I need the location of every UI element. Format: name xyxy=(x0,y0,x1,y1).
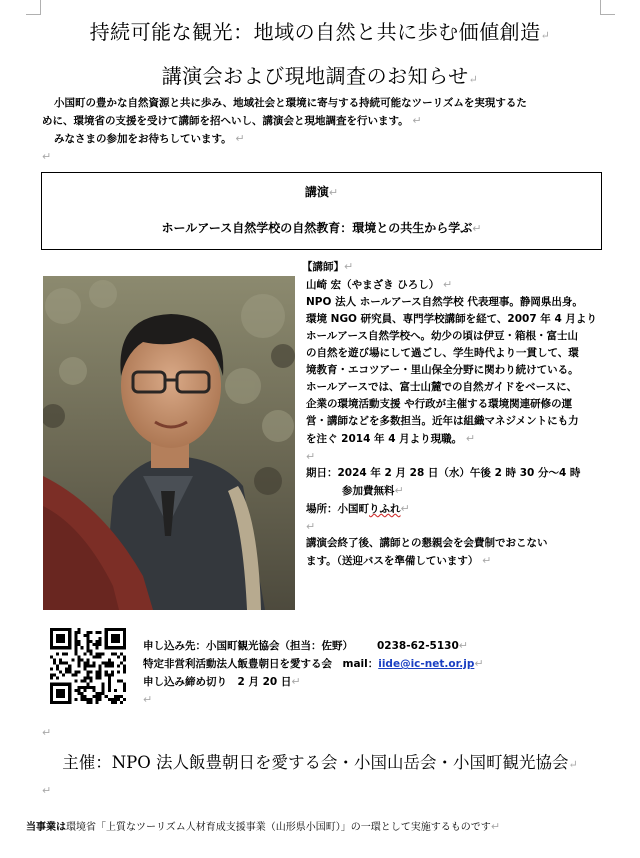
empty-paragraph: ↵ xyxy=(306,520,316,533)
lecture-label: 講演↵ xyxy=(304,185,339,199)
lecture-title: ホールアース自然学校の自然教育：環境との共生から学ぶ↵ xyxy=(161,221,482,235)
speaker-name: 山崎 宏（やまざき ひろし） ↵ xyxy=(306,278,453,291)
footer-note: 当事業は環境省「上質なツーリズム人材育成支援事業（山形県小国町）」の一環として実施するものです↵ xyxy=(26,820,501,833)
application-deadline: 申し込み締め切り 2 月 20 日 xyxy=(143,676,292,688)
empty-paragraph: ↵ xyxy=(42,726,52,739)
org-name: 特定非営利活動法人飯豊朝日を愛する会 xyxy=(143,658,332,670)
intro-paragraph: 小国町の豊かな自然資源と共に歩み、地域社会と環境に寄与する持続可能なツーリズムを実現するた めに、環境省の支援を受けて講師を招へいし、講演会と現地調査を行います。 ↵ みなさまの参加をお待ちしています。 ↵ xyxy=(42,97,527,145)
crop-mark-top-right xyxy=(600,0,615,15)
speaker-bio: NPO 法人 ホールアース自然学校 代表理事。静岡県出身。 環境 NGO 研究員、専門学校講師を経て、2007 年 4 月より ホールアース自然学校へ。幼少の頃は伊豆・箱根・富士山 の自然を遊び場にして過ごし、学生時代より一貫して、環 境教育・エコツアー・里山保全分野に関わり続けている。 ホールアースでは、富士山麓での自然ガイドをベースに、 企業の環境活動支援 や行政が主催する環境関連研修の運 営・講師などを多数担当。近年は組織マネジメントにも力 を注ぐ 2014 年 4 月より現職。 ↵ xyxy=(306,296,597,445)
document-subtitle: 講演会および現地調査のお知らせ↵ xyxy=(161,64,479,88)
event-closing-note: 講演会終了後、講師との懇親会を会費制でおこない xyxy=(306,537,548,549)
empty-paragraph: ↵ xyxy=(306,450,316,463)
document-title: 持続可能な観光：地域の自然と共に歩む価値創造↵ xyxy=(89,20,551,44)
empty-paragraph: ↵ xyxy=(42,784,52,797)
speaker-photo xyxy=(43,276,295,610)
paragraph-mark: ↵ xyxy=(468,73,479,86)
speaker-and-event-column: 【講師】↵ 山崎 宏（やまざき ひろし） ↵ NPO 法人 ホールアース自然学校 代表理事。静岡県出身。 環境 NGO 研究員、専門学校講師を経て、2007 年 4 月より ホールアース自然学校へ。幼少の頃は伊豆・箱根・富士山 の自然を遊び場にして過ごし、学生時代より一貫して、環 境教育・エコツアー・里山保全分野に関わり続けている。 ホールアースでは、富士山麓での自然ガイドをベースに、 企業の環境活動支援 や行政が主催する環境関連研修の運 営・講師などを多数担当。近年は組織マネジメントにも力 を注ぐ 2014 年 4 月より現職。 ↵ ↵ 期日：2024 年 2 月 28 日（水）午後 2 時 30 分～4 時 参加費無料↵ 場所：小国町りふれ↵ ↵ 講演会終了後、講師との懇親会を会費制でおこない ます。（送迎バスを準備しています） ↵ xyxy=(306,258,626,570)
event-place: 場所：小国町りふれ↵ xyxy=(306,502,410,515)
qr-code xyxy=(50,628,126,704)
event-date: 期日：2024 年 2 月 28 日（水）午後 2 時 30 分～4 時 xyxy=(306,467,581,479)
phone-number: 0238-62-5130 xyxy=(377,640,459,652)
empty-paragraph: ↵ xyxy=(143,693,153,706)
crop-mark-top-left xyxy=(26,0,41,15)
empty-paragraph: ↵ xyxy=(42,150,52,163)
apply-to: 申し込み先：小国町観光協会（担当：佐野） xyxy=(143,640,353,652)
speaker-heading: 【講師】↵ xyxy=(302,260,354,273)
lecture-box xyxy=(41,172,602,250)
event-fee: 参加費無料↵ xyxy=(342,484,404,497)
paragraph-mark: ↵ xyxy=(540,29,551,42)
organizer-line: 主催：NPO 法人飯豊朝日を愛する会・小国山岳会・小国町観光協会↵ xyxy=(62,753,578,772)
email-link[interactable]: iide@ic-net.or.jp xyxy=(378,658,475,670)
contact-info: 申し込み先：小国町観光協会（担当：佐野） 0238-62-5130↵ 特定非営利活動法人飯豊朝日を愛する会 mail：iide@ic-net.or.jp↵ 申し込み締め切り 2 月 20 日↵ ↵ xyxy=(143,637,613,709)
